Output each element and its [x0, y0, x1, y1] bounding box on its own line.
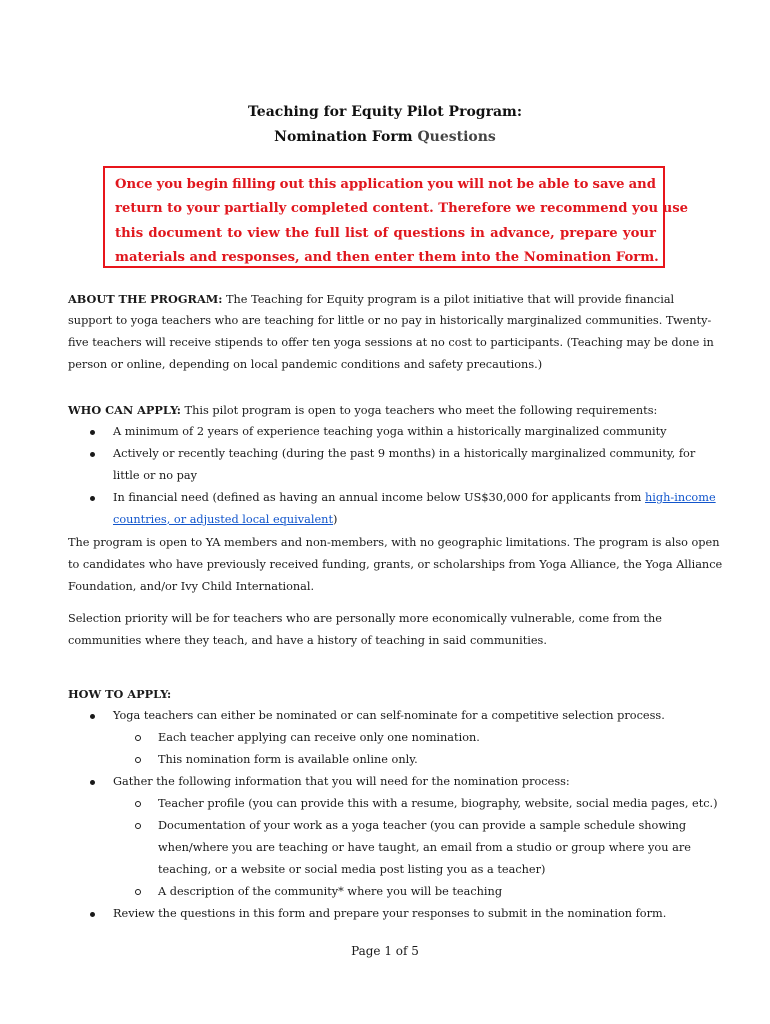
how-heading-text: HOW TO APPLY:: [68, 687, 172, 701]
high-income-link[interactable]: high-income: [645, 491, 716, 504]
how-heading: [68, 683, 171, 706]
warning-line-3: [115, 222, 656, 246]
warning-word: filling: [232, 177, 276, 192]
page-subtitle: [0, 129, 770, 145]
how-sub-3: Teacher profile (you can provide this with a resume, biography, website, social media pages, etc.): [158, 797, 718, 810]
priority-line-1: Selection priority will be for teachers who are personally more economically vulnerable, come from the: [68, 612, 662, 625]
sub-bullet-circle: [135, 801, 141, 807]
how-sub-2: This nomination form is available online only.: [158, 753, 418, 766]
about-line-2: support to yoga teachers who are teaching for little or no pay in historically marginalized communities. Twenty-: [68, 314, 712, 327]
warning-box: [103, 166, 689, 268]
open-line-1: The program is open to YA members and non-members, with no geographic limitations. The program is also open: [68, 536, 720, 549]
warning-line-2: return to your partially completed content. Therefore we recommend you use: [115, 201, 689, 217]
warning-word: advance,: [490, 225, 555, 241]
bullet-dot: [90, 452, 95, 457]
who-line: [68, 399, 657, 422]
sub-bullet-circle: [135, 757, 141, 763]
subtitle-main: Nomination Form: [274, 129, 413, 145]
warning-word: you: [427, 177, 454, 192]
warning-word: able: [538, 177, 570, 192]
about-line-4: person or online, depending on local pandemic conditions and safety precautions.): [68, 358, 543, 371]
warning-word: application: [340, 177, 424, 192]
how-sub-4-cont-1: when/where you are teaching or have taught, an email from a studio or group where you are: [158, 841, 691, 854]
about-line-1: [68, 288, 674, 311]
who-intro: This pilot program is open to yoga teachers who meet the following requirements:: [180, 404, 658, 417]
who-bullet-3-text: In financial need (defined as having an annual income below US$30,000 for applicants from: [113, 491, 645, 504]
warning-word: this: [115, 225, 144, 241]
bullet-dot: [90, 912, 95, 917]
sub-bullet-circle: [135, 823, 141, 829]
bullet-dot: [90, 780, 95, 785]
warning-word: will: [457, 177, 485, 192]
how-item-3: Review the questions in this form and prepare your responses to submit in the nomination form.: [113, 907, 667, 920]
sub-bullet-circle: [135, 735, 141, 741]
warning-word: document: [148, 225, 223, 241]
warning-word: your: [622, 225, 656, 241]
open-line-2: to candidates who have previously received funding, grants, or scholarships from Yoga Alliance, the Yoga Alliance: [68, 558, 723, 571]
who-bullet-2-cont: little or no pay: [113, 469, 198, 482]
warning-line-1: [115, 173, 656, 197]
page-title: Teaching for Equity Pilot Program:: [248, 104, 522, 120]
about-text-1: The Teaching for Equity program is a pilot initiative that will provide financial: [222, 293, 675, 306]
who-bullet-3-cont: [113, 509, 337, 531]
sub-bullet-circle: [135, 889, 141, 895]
warning-line-4: materials and responses, and then enter them into the Nomination Form.: [115, 249, 659, 265]
warning-word: be: [516, 177, 535, 192]
warning-word: full: [314, 225, 340, 241]
warning-word: out: [279, 177, 305, 192]
warning-word: the: [285, 225, 310, 241]
bullet-dot: [90, 496, 95, 501]
how-sub-4-cont-2: teaching, or a website or social media post listing you as a teacher): [158, 863, 546, 876]
warning-word: this: [308, 177, 337, 192]
warning-word: view: [247, 225, 280, 241]
warning-word: you: [156, 177, 183, 192]
who-bullet-3: [113, 487, 716, 509]
warning-word: in: [470, 225, 485, 241]
warning-word: to: [573, 177, 589, 192]
who-heading: WHO CAN APPLY:: [68, 403, 181, 417]
how-sub-5: A description of the community* where you will be teaching: [158, 885, 503, 898]
warning-word: of: [373, 225, 389, 241]
priority-line-2: communities where they teach, and have a history of teaching in said communities.: [68, 634, 547, 647]
bullet-dot: [90, 714, 95, 719]
how-item-1: Yoga teachers can either be nominated or can self-nominate for a competitive selection process.: [113, 709, 665, 722]
warning-word: Once: [115, 177, 153, 192]
warning-word: begin: [186, 177, 229, 192]
how-item-2: Gather the following information that you will need for the nomination process:: [113, 775, 570, 788]
high-income-link-cont[interactable]: countries, or adjusted local equivalent: [113, 513, 333, 526]
subtitle-suffix: Questions: [412, 129, 496, 145]
warning-word: and: [628, 177, 656, 192]
warning-word: list: [344, 225, 369, 241]
warning-word: not: [488, 177, 513, 192]
warning-word: to: [227, 225, 243, 241]
bullet-dot: [90, 430, 95, 435]
how-sub-4: Documentation of your work as a yoga teacher (you can provide a sample schedule showing: [158, 819, 687, 832]
warning-word: save: [592, 177, 625, 192]
who-bullet-1: A minimum of 2 years of experience teaching yoga within a historically marginalized community: [113, 425, 667, 438]
how-sub-1: Each teacher applying can receive only one nomination.: [158, 731, 480, 744]
open-line-3: Foundation, and/or Ivy Child International.: [68, 580, 315, 593]
who-bullet-2: Actively or recently teaching (during the past 9 months) in a historically marginalized community, for: [113, 447, 696, 460]
warning-word: questions: [393, 225, 466, 241]
page-number: Page 1 of 5: [351, 944, 419, 958]
about-heading: ABOUT THE PROGRAM:: [68, 292, 223, 306]
who-bullet-3-close: ): [333, 513, 338, 526]
about-line-3: five teachers will receive stipends to offer ten yoga sessions at no cost to participants. (Teaching may be done in: [68, 336, 714, 349]
warning-word: prepare: [559, 225, 618, 241]
